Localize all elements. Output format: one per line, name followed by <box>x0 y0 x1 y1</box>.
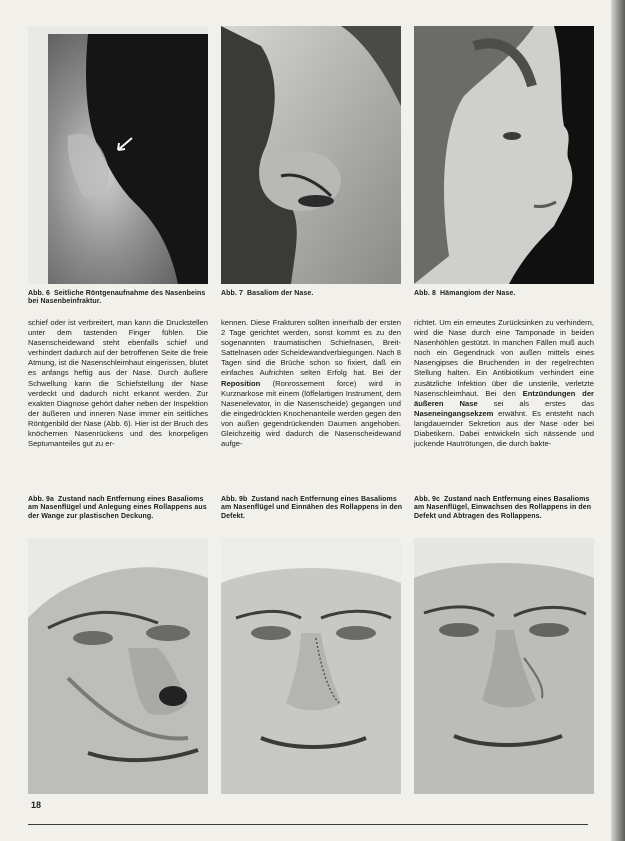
body-text: (Ronrossement force) wird in Kurznarkose mit einem (löffelartigen Instrument, dem Nasenelevator, in die Nasenscheide) gegangen und die eingedrückten Knochenanteile werden gegen den von außen gegendrückenden Daumen angehoben. Gleichzeitig wird dadurch die Nasenscheidewand aufge- <box>221 378 401 449</box>
body-column-1 <box>28 318 208 488</box>
figure-label: Abb. 8 <box>414 290 436 297</box>
body-column-2 <box>221 318 401 488</box>
figure-caption-6 <box>28 290 210 307</box>
figure-caption-text: Basaliom der Nase. <box>247 290 314 297</box>
figure-caption-text: Zustand nach Entfernung eines Basalioms am Nasenflügel, Einwachsen des Rollappens in den Defekt und Abtragen des Rollappens. <box>414 496 592 520</box>
body-text: schief oder ist verbreitert, man kann die Druckstellen unter dem tastenden Finger fühlen. Die Nasenscheidewand steht ebenfalls schief und verhindert dadurch auf der betroffenen Seite die freie Atmung, ist die Nasenschleimhaut eingerissen, blutet es anfangs heftig aus der Nase. Durch äußere Schwellung kann die Schiefstellung der Nase verdeckt und dadurch nicht erkannt werden. Zur exakten Diagnose gehört daher neben der Inspektion der äußeren und inneren Nase immer ein seitliches Röntgenbild der Nase (Abb. 6). Hier ist der Bruch des knöchernen Nasenrückens und des knorpeligen Septumanteiles gut zu er- <box>28 318 208 449</box>
figure-caption-text: Seitliche Röntgenaufnahme des Nasenbeins bei Nasenbeinfraktur. <box>28 290 206 306</box>
figure-caption-9b <box>221 496 403 521</box>
xray-photo <box>28 26 208 284</box>
arrow-icon <box>114 136 134 156</box>
figure-caption-text: Hämangiom der Nase. <box>440 290 516 297</box>
figure-label: Abb. 9a <box>28 496 54 503</box>
figure-caption-9c <box>414 496 596 521</box>
figure-label: Abb. 7 <box>221 290 243 297</box>
body-term: Entzündungen der äußeren Nase <box>414 388 594 408</box>
body-term: Reposition <box>221 378 261 388</box>
basalioma-photo <box>221 26 401 284</box>
flap-photo-9a <box>28 538 208 794</box>
page-binding-edge <box>611 0 625 841</box>
flap-photo-9c <box>414 538 594 794</box>
figure-caption-9a <box>28 496 210 521</box>
body-text: richtet. Um ein erneutes Zurücksinken zu verhindern, wird die Nase durch eine Tamponade in beiden Nasenhöhlen gestützt. In manchen Fällen muß auch noch ein Gegendruck von außen mittels eines Nasengipses die Bruchenden in der regelrechten Stellung halten. Ein Antibiotikum verhindert eine zusätzliche Infektion über die unsterile, verletzte Nasenschleimhaut. Bei den <box>414 318 594 398</box>
page-number: 18 <box>31 800 42 810</box>
bottom-rule <box>28 824 588 825</box>
figure-label: Abb. 9b <box>221 496 248 503</box>
body-text: kennen. Diese Frakturen sollten innerhalb der ersten 2 Tage gerichtet werden, sonst kommt es zu den sogenannten traumatischen Schiefnasen, Breit-Sattelnasen oder Scheidewandverbiegungen. Nach 8 Tagen sind die Brüche schon so fixiert, daß ein einfaches Aufrichten selten Erfolg hat. Bei der <box>221 318 401 378</box>
body-text: erwähnt. Es entsteht nach langdauernder Sekretion aus der Nase oder bei Diabetikern. Dabei entwickeln sich nässende und juckende Hautrötungen, die durch bakte- <box>414 408 594 449</box>
body-text: sei als erstes das <box>477 398 594 408</box>
figure-label: Abb. 9c <box>414 496 440 503</box>
figure-caption-7 <box>221 290 403 298</box>
figure-caption-8 <box>414 290 596 298</box>
figure-caption-text: Zustand nach Entfernung eines Basalioms am Nasenflügel und Einnähen des Rollappens in den Defekt. <box>221 496 403 520</box>
body-term: Naseneingangsekzem <box>414 408 494 418</box>
figure-caption-text: Zustand nach Entfernung eines Basalioms am Nasenflügel und Anlegung eines Rollappens aus der Wange zur plastischen Deckung. <box>28 496 207 520</box>
hemangioma-photo <box>414 26 594 284</box>
flap-photo-9b <box>221 538 401 794</box>
body-column-3 <box>414 318 594 488</box>
figure-label: Abb. 6 <box>28 290 50 297</box>
